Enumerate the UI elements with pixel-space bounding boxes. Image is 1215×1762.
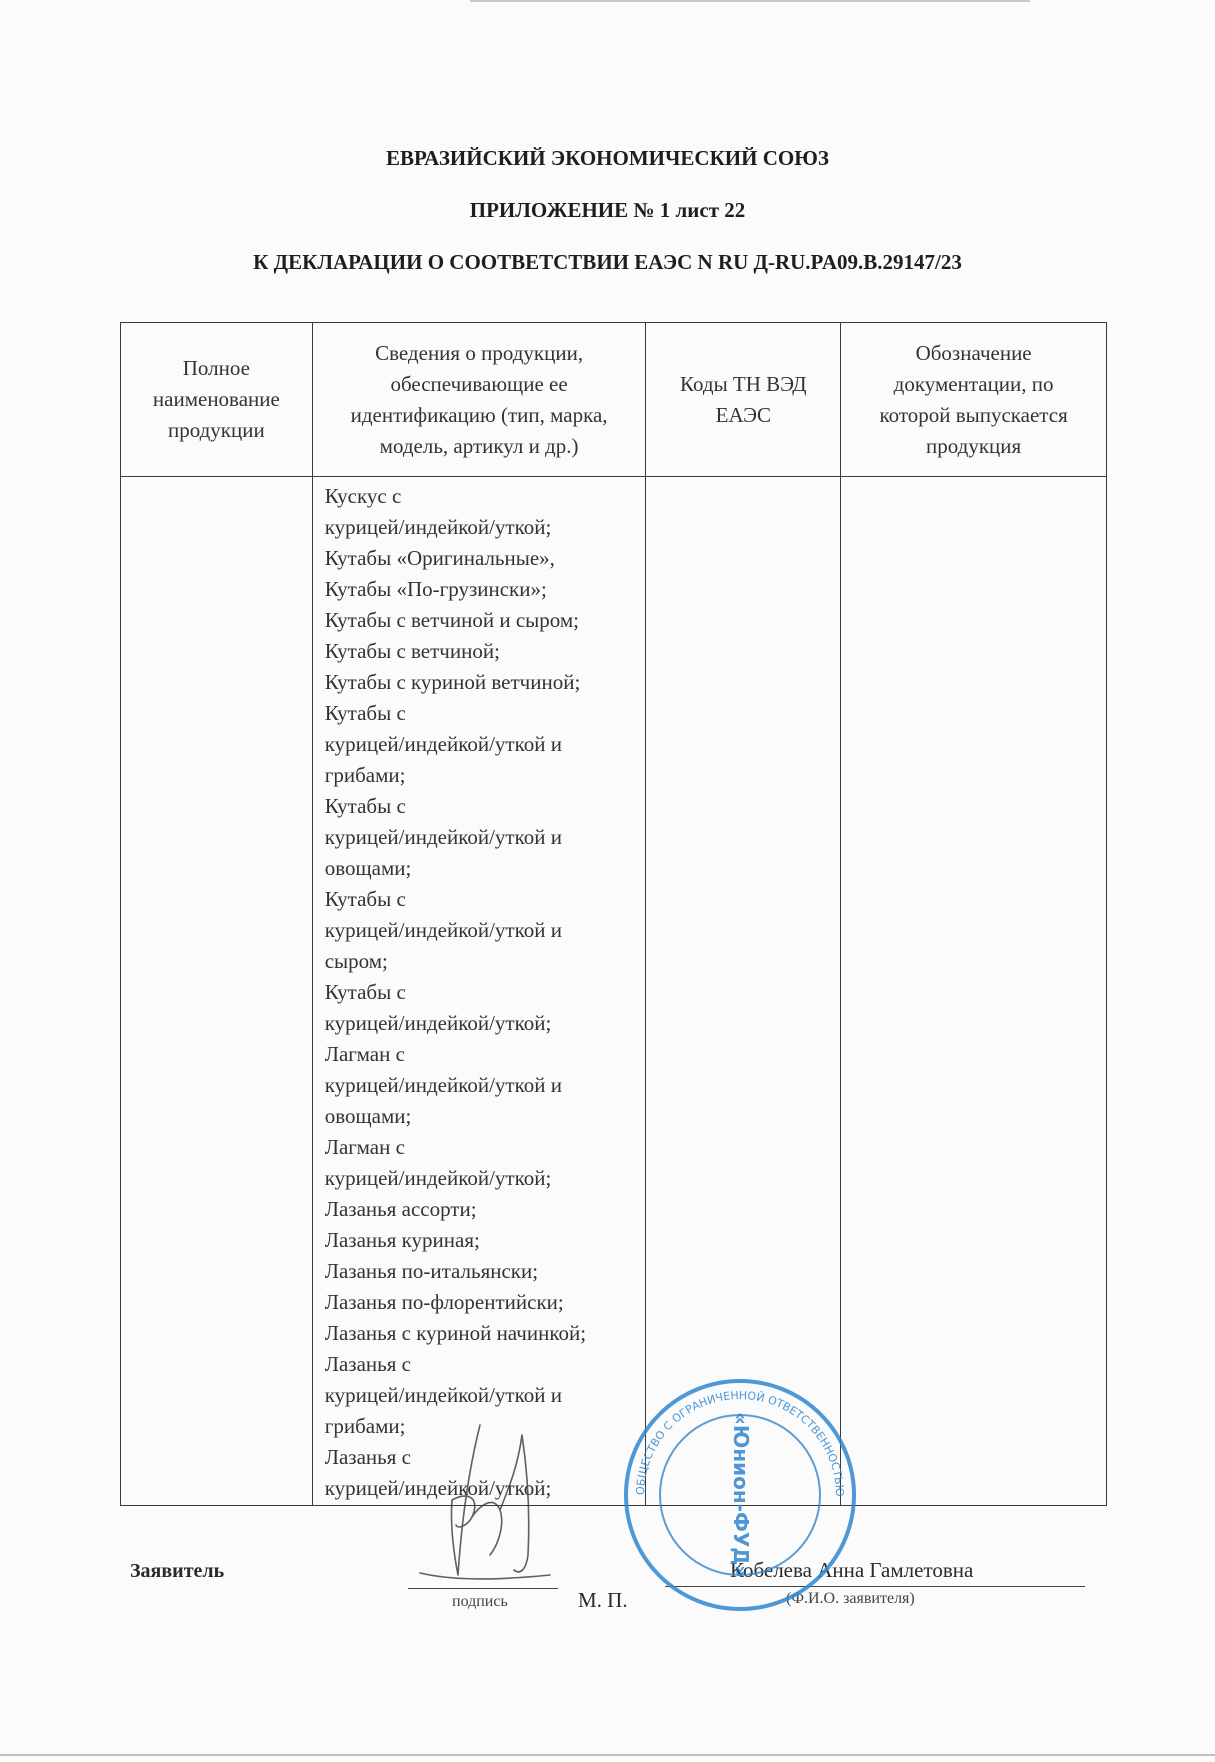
list-item: Лагман с курицей/индейкой/уткой; [324,1135,552,1190]
stamp-place-label: М. П. [578,1588,628,1612]
products-table [120,322,1107,1506]
cell-documentation [841,477,1107,1506]
list-item: Кутабы с ветчиной; [324,639,500,663]
top-edge-line [470,0,1030,2]
col-header-tnved-codes: Коды ТН ВЭД ЕАЭС [646,323,841,477]
bottom-edge-line [0,1754,1215,1756]
company-seal [620,1375,860,1615]
list-item: Лагман с курицей/индейкой/уткой и овощами; [324,1042,562,1128]
list-item: Лазанья с курицей/индейкой/уткой и грибами; [324,1352,562,1438]
list-item: Лазанья ассорти; [324,1197,477,1221]
cell-tnved-codes [646,477,841,1506]
table-header-row [121,323,1107,477]
seal-ring-text: ОБЩЕСТВО С ОГРАНИЧЕННОЙ ОТВЕТСТВЕННОСТЬЮ [633,1388,847,1497]
applicant-label: Заявитель [130,1560,225,1582]
list-item: Кутабы с курицей/индейкой/уткой и сыром; [324,887,562,973]
col-header-full-name: Полное наименование продукции [121,323,313,477]
union-title: ЕВРАЗИЙСКИЙ ЭКОНОМИЧЕСКИЙ СОЮЗ [386,146,829,170]
list-item: Кутабы «Оригинальные», [324,546,555,570]
list-item: Кутабы «По-грузински»; [324,577,547,601]
list-item: Лазанья по-флорентийски; [324,1290,564,1314]
list-item: Лазанья куриная; [324,1228,480,1252]
handwritten-signature [410,1405,560,1595]
col-header-documentation: Обозначение документации, по которой выпускается продукция [841,323,1107,477]
list-item: Кутабы с ветчиной и сыром; [324,608,579,632]
list-item: Лазанья по-итальянски; [324,1259,539,1283]
seal-center-text: «Юнион-ФУД» [729,1411,753,1579]
cell-product-info [312,477,646,1506]
list-item: Лазанья с курицей/индейкой/уткой; [324,1445,552,1500]
list-item: Кутабы с куриной ветчиной; [324,670,581,694]
cell-full-name [121,477,313,1506]
appendix-title: ПРИЛОЖЕНИЕ № 1 лист 22 [469,198,746,222]
product-list [313,477,646,1504]
list-item: Кутабы с курицей/индейкой/уткой и овощами; [324,794,562,880]
list-item: Лазанья с куриной начинкой; [324,1321,587,1345]
list-item: Кускус с курицей/индейкой/уткой; [324,484,552,539]
signature-block [0,1550,1215,1730]
applicant-name: Кобелева Анна Гамлетовна [730,1558,974,1582]
signature-caption: подпись [452,1593,508,1610]
declaration-title: К ДЕКЛАРАЦИИ О СООТВЕТСТВИИ ЕАЭС N RU Д-RU.PA09.B.29147/23 [253,250,962,274]
table-row [121,477,1107,1506]
name-caption: (Ф.И.О. заявителя) [786,1590,915,1607]
col-header-product-info: Сведения о продукции, обеспечивающие ее идентификацию (тип, марка, модель, артикул и др.) [312,323,646,477]
list-item: Кутабы с курицей/индейкой/уткой; [324,980,552,1035]
list-item: Кутабы с курицей/индейкой/уткой и грибами; [324,701,562,787]
